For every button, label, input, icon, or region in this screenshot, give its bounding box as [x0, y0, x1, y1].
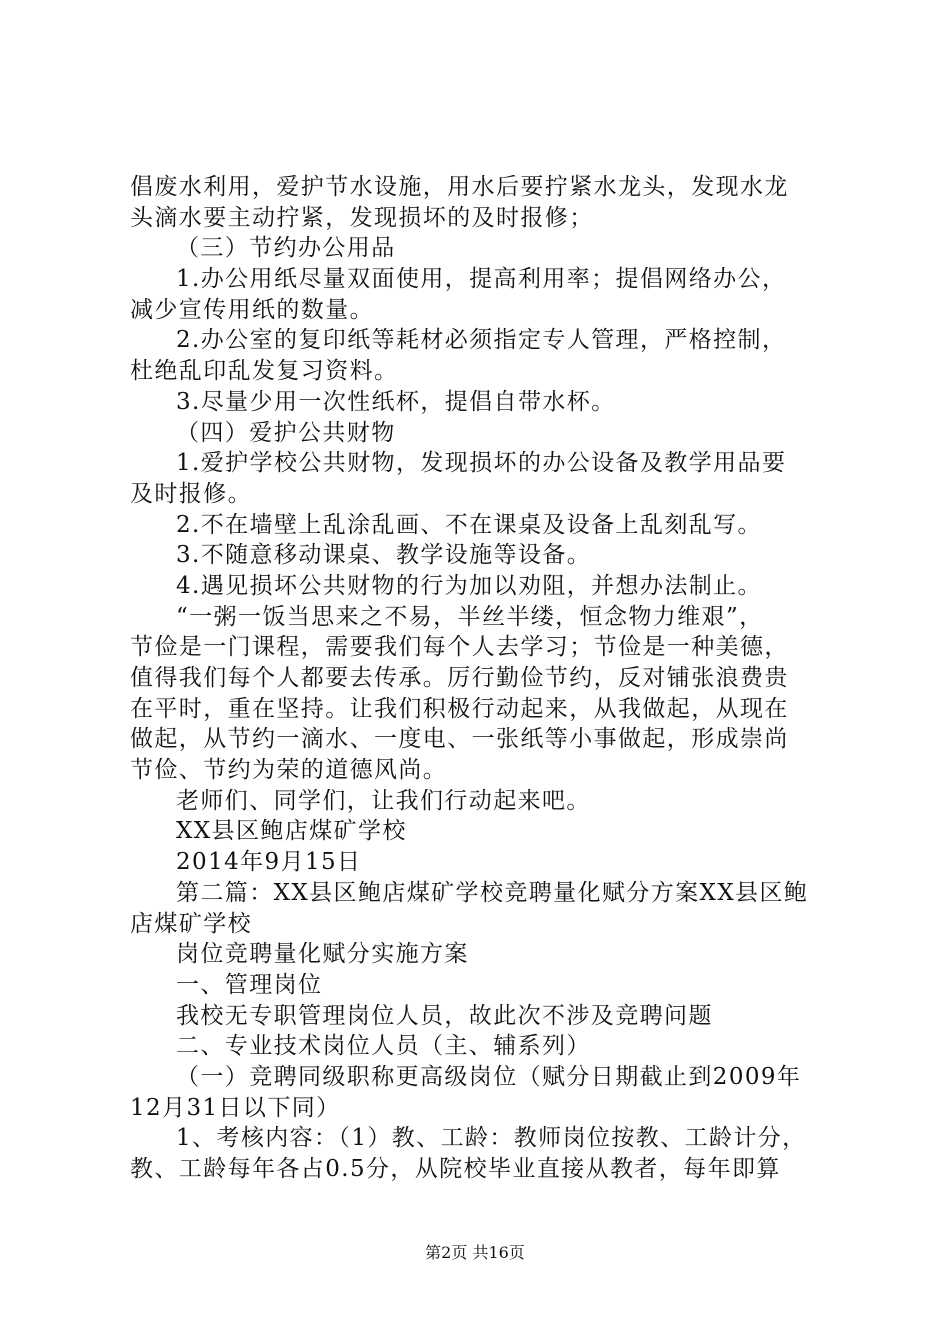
- text-line: 值得我们每个人都要去传承。厉行勤俭节约，反对铺张浪费贵: [130, 665, 789, 691]
- text-line: 节俭是一门课程，需要我们每个人去学习；节俭是一种美德，: [130, 634, 789, 661]
- text-line: 做起，从节约一滴水、一度电、一张纸等小事做起，形成崇尚: [130, 726, 789, 753]
- text-line: 1、考核内容：（1）教、工龄：教师岗位按教、工龄计分，: [176, 1125, 807, 1152]
- text-line: 2.办公室的复印纸等耗材必须指定专人管理，严格控制，: [176, 327, 787, 354]
- text-line: （三）节约办公用品: [176, 235, 396, 262]
- text-line: 及时报修。: [130, 480, 252, 507]
- text-line: 一、管理岗位: [176, 971, 323, 998]
- text-line: 第二篇：XX县区鲍店煤矿学校竞聘量化赋分方案XX县区鲍: [176, 879, 809, 906]
- text-line: 3.尽量少用一次性纸杯，提倡自带水杯。: [176, 388, 616, 415]
- text-line: 在平时，重在坚持。让我们积极行动起来，从我做起，从现在: [130, 695, 789, 722]
- text-line: 我校无专职管理岗位人员，故此次不涉及竞聘问题: [176, 1002, 713, 1029]
- text-line: 店煤矿学校: [130, 910, 252, 937]
- text-line: 4.遇见损坏公共财物的行为加以劝阻，并想办法制止。: [176, 572, 762, 599]
- text-line: （一）竞聘同级职称更高级岗位（赋分日期截止到2009年: [176, 1063, 802, 1090]
- text-line: 二、专业技术岗位人员（主、辅系列）: [176, 1033, 591, 1060]
- text-line: 12月31日以下同）: [130, 1094, 341, 1121]
- text-line: 2014年9月15日: [176, 849, 362, 876]
- text-line: 杜绝乱印乱发复习资料。: [130, 358, 399, 385]
- text-line: “一粥一饭当思来之不易，半丝半缕，恒念物力维艰”，: [176, 603, 764, 630]
- text-line: 3.不随意移动课桌、教学设施等设备。: [176, 542, 592, 569]
- text-line: 1.办公用纸尽量双面使用，提高利用率；提倡网络办公，: [176, 266, 787, 293]
- text-line: 岗位竞聘量化赋分实施方案: [176, 941, 469, 968]
- text-line: 教、工龄每年各占0.5分，从院校毕业直接从教者，每年即算: [130, 1156, 781, 1182]
- text-line: 老师们、同学们，让我们行动起来吧。: [176, 787, 591, 814]
- text-line: XX县区鲍店煤矿学校: [176, 818, 407, 845]
- text-line: 倡废水利用，爱护节水设施，用水后要拧紧水龙头，发现水龙: [130, 174, 789, 200]
- text-line: 减少宣传用纸的数量。: [130, 296, 374, 323]
- text-line: （四）爱护公共财物: [176, 419, 396, 446]
- text-line: 头滴水要主动拧紧，发现损坏的及时报修；: [130, 204, 594, 231]
- page-footer: 第2页 共16页: [425, 1243, 525, 1262]
- document-body: [130, 172, 830, 1185]
- text-line: 节俭、节约为荣的道德风尚。: [130, 757, 448, 784]
- text-line: 1.爱护学校公共财物，发现损坏的办公设备及教学用品要: [176, 450, 787, 477]
- text-line: 2.不在墙壁上乱涂乱画、不在课桌及设备上乱刻乱写。: [176, 511, 762, 538]
